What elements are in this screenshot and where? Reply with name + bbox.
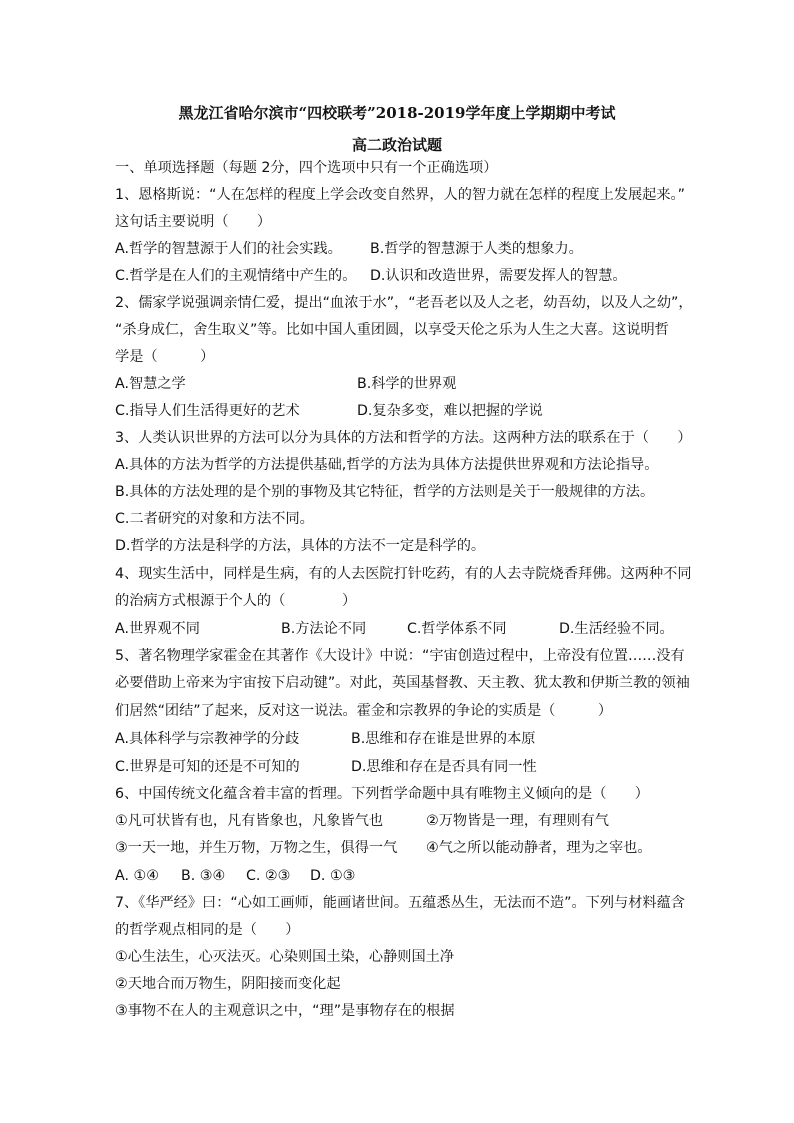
q2-stem-line-1: 2、儒家学说强调亲情仁爱，提出“血浓于水”，“老吾老以及人之老，幼吾幼，以及人之幼”， [115, 295, 693, 311]
q6-option-b: B. ③④ [181, 868, 226, 884]
q4-stem-line-2: 的治病方式根源于个人的（ ） [115, 593, 357, 609]
q2-option-c: C.指导人们生活得更好的艺术 [115, 403, 300, 419]
q2-option-b: B.科学的世界观 [357, 376, 457, 392]
q3-option-c: C.二者研究的对象和方法不同。 [115, 511, 314, 527]
q6-item-2: ②万物皆是一理，有理则有气 [426, 813, 609, 829]
exam-title: 黑龙江省哈尔滨市“四校联考”2018-2019学年度上学期期中考试 [178, 104, 616, 122]
q5-stem-line-2: 必要借助上帝来为宇宙按下启动键”。对此，英国基督教、天主教、犹太教和伊斯兰教的领袖 [115, 675, 690, 691]
q6-item-4: ④气之所以能动静者，理为之宰也。 [426, 840, 652, 856]
q5-option-b: B.思维和存在谁是世界的本原 [351, 731, 536, 747]
q1-option-c: C.哲学是在人们的主观情绪中产生的。 [115, 268, 357, 284]
q3-option-b: B.具体的方法处理的是个别的事物及其它特征，哲学的方法则是关于一般规律的方法。 [115, 484, 655, 500]
q5-stem-line-3: 们居然“团结”了起来，反对这一说法。霍金和宗教界的争论的实质是（ ） [115, 703, 613, 719]
q5-option-c: C.世界是可知的还是不可知的 [115, 759, 300, 775]
q7-item-3: ③事物不在人的主观意识之中，“理”是事物存在的根据 [115, 1003, 455, 1019]
exam-subtitle: 高二政治试题 [351, 136, 442, 154]
q4-option-d: D.生活经验不同。 [559, 621, 674, 637]
q5-option-d: D.思维和存在是否具有同一性 [351, 759, 537, 775]
q2-stem-line-3: 学是（ ） [115, 349, 215, 365]
q2-option-d: D.复杂多变，难以把握的学说 [357, 403, 543, 419]
q7-item-1: ①心生法生，心灭法灭。心染则国土染，心静则国土净 [115, 949, 455, 965]
q3-option-a: A.具体的方法为哲学的方法提供基础,哲学的方法为具体方法提供世界观和方法论指导。 [115, 457, 659, 473]
q7-stem-line-2: 的哲学观点相同的是（ ） [115, 922, 300, 938]
q4-option-c: C.哲学体系不同 [407, 621, 507, 637]
q1-option-d: D.认识和改造世界，需要发挥人的智慧。 [370, 268, 627, 284]
q6-option-d: D. ①③ [310, 868, 356, 884]
q5-stem-line-1: 5、著名物理学家霍金在其著作《大设计》中说：“宇宙创造过程中，上帝没有位置……没有 [115, 648, 685, 664]
q2-option-a: A.智慧之学 [115, 376, 186, 392]
q6-item-3: ③一天一地，并生万物，万物之生，俱得一气 [115, 840, 398, 856]
q1-option-b: B.哲学的智慧源于人类的想象力。 [370, 241, 583, 257]
q3-option-d: D.哲学的方法是科学的方法，具体的方法不一定是科学的。 [115, 538, 486, 554]
q1-stem-line-1: 1、恩格斯说：“人在怎样的程度上学会改变自然界，人的智力就在怎样的程度上发展起来。” [115, 187, 685, 203]
q4-stem-line-1: 4、现实生活中，同样是生病，有的人去医院打针吃药，有的人去寺院烧香拜佛。这两种不同 [115, 566, 692, 582]
q2-stem-line-2: “杀身成仁，舍生取义”等。比如中国人重团圆，以享受天伦之乐为人生之大喜。这说明哲 [115, 322, 669, 338]
q4-option-b: B.方法论不同 [281, 621, 367, 637]
section-heading: 一、单项选择题（每题 2分，四个选项中只有一个正确选项） [115, 160, 498, 176]
q6-option-a: A. ①④ [115, 868, 159, 884]
q1-option-a: A.哲学的智慧源于人们的社会实践。 [115, 241, 342, 257]
q6-stem-line-1: 6、中国传统文化蕴含着丰富的哲理。下列哲学命题中具有唯物主义倾向的是（ ） [115, 786, 649, 802]
q6-item-1: ①凡可状皆有也，凡有皆象也，凡象皆气也 [115, 813, 384, 829]
q7-stem-line-1: 7、《华严经》曰：“心如工画师，能画诸世间。五蕴悉丛生，无法而不造”。下列与材料蕴含 [115, 895, 685, 911]
q5-option-a: A.具体科学与宗教神学的分歧 [115, 731, 300, 747]
q4-option-a: A.世界观不同 [115, 621, 200, 637]
q3-stem-line-1: 3、人类认识世界的方法可以分为具体的方法和哲学的方法。这两种方法的联系在于（ ） [115, 430, 692, 446]
q1-stem-line-2: 这句话主要说明（ ） [115, 214, 272, 230]
q6-option-c: C. ②③ [246, 868, 291, 884]
q7-item-2: ②天地合而万物生，阴阳接而变化起 [115, 976, 341, 992]
